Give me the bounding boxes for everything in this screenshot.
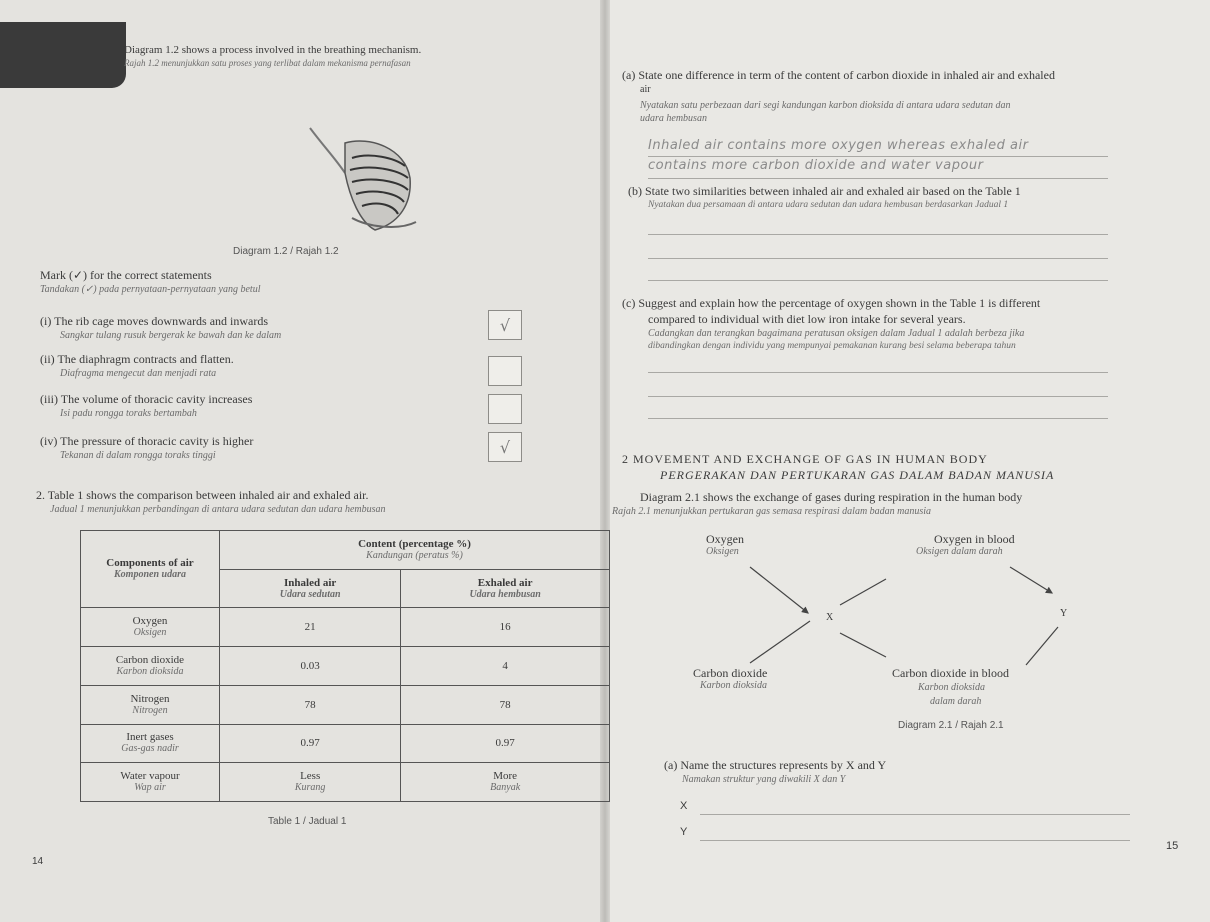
question-c-en-cont: compared to individual with diet low iron intake for several years. <box>648 312 966 326</box>
question-2-ms: Jadual 1 menunjukkan perbandingan di antara udara sedutan dan udara hembusan <box>50 504 386 515</box>
table-row <box>81 763 610 802</box>
answer-line <box>648 156 1108 157</box>
answer-x-label: X <box>680 800 688 812</box>
diagram-2-1-intro-en: Diagram 2.1 shows the exchange of gases during respiration in the human body <box>640 490 1023 504</box>
table-row <box>81 647 610 686</box>
question-c-en: (c) Suggest and explain how the percentage of oxygen shown in the Table 1 is different <box>622 296 1041 310</box>
question-c-ms-cont: dibandingkan dengan individu yang mempunyai pemakanan kurang besi selama beberapa tahun <box>648 341 1016 351</box>
statement-2-checkbox[interactable] <box>488 356 522 386</box>
row-label-en: Oxygen <box>132 615 168 628</box>
exhaled-value: More <box>493 770 518 783</box>
row-label-ms: Oksigen <box>133 627 167 639</box>
exhaled-value: 78 <box>401 685 610 724</box>
statement-4-ms: Tekanan di dalam rongga toraks tinggi <box>60 450 216 461</box>
answer-b-line-2[interactable] <box>648 258 1108 259</box>
header-content <box>220 531 610 570</box>
header-inhaled-en: Inhaled air <box>284 576 337 589</box>
intro-ms: Rajah 1.2 menunjukkan satu proses yang terlibat dalam mekanisma pernafasan <box>124 58 411 68</box>
header-components-en: Components of air <box>106 557 194 570</box>
statement-2-en: (ii) The diaphragm contracts and flatten. <box>40 352 234 366</box>
header-content-ms: Kandungan (peratus %) <box>366 549 463 561</box>
header-components-ms: Komponen udara <box>114 569 186 581</box>
air-comparison-table <box>80 530 610 802</box>
question-a-ms: Nyatakan satu perbezaan dari segi kandungan karbon dioksida di antara udara sedutan dan <box>640 100 1011 111</box>
exhaled-value: 16 <box>401 608 610 647</box>
question-2a-ms: Namakan struktur yang diwakili X dan Y <box>682 774 846 785</box>
statement-4-en: (iv) The pressure of thoracic cavity is higher <box>40 434 254 448</box>
inhaled-value-ms: Kurang <box>294 782 326 794</box>
label-oxygen: Oxygen <box>706 532 744 546</box>
question-b-ms: Nyatakan dua persamaan di antara udara sedutan dan udara hembusan berdasarkan Jadual 1 <box>648 200 1009 210</box>
statement-4-checkbox[interactable]: √ <box>488 432 522 462</box>
question-a-en: (a) State one difference in term of the content of carbon dioxide in inhaled air and exhaled <box>622 68 1055 82</box>
label-carbon-dioxide-in-blood-ms-2: dalam darah <box>930 696 982 707</box>
page-number-right: 15 <box>1166 840 1179 852</box>
exhaled-value-ms: Banyak <box>490 782 521 794</box>
question-c-ms: Cadangkan dan terangkan bagaimana peratusan oksigen dalam Jadual 1 adalah berbeza jika <box>648 328 1025 339</box>
answer-c-line-3[interactable] <box>648 418 1108 419</box>
page-tab <box>0 22 126 88</box>
label-carbon-dioxide: Carbon dioxide <box>693 666 768 680</box>
inhaled-value: Less <box>300 770 321 783</box>
header-exhaled-ms: Udara hembusan <box>469 588 541 600</box>
row-label-en: Water vapour <box>120 770 180 783</box>
ribcage-illustration <box>290 118 440 238</box>
gas-exchange-arrows <box>690 555 1090 685</box>
answer-a-line-1[interactable]: Inhaled air contains more oxygen whereas exhaled air <box>648 138 1029 153</box>
table-1-caption: Table 1 / Jadual 1 <box>268 816 347 827</box>
diagram-2-1-caption: Diagram 2.1 / Rajah 2.1 <box>898 720 1004 731</box>
label-oxygen-ms: Oksigen <box>706 546 739 557</box>
question-2a-en: (a) Name the structures represents by X and Y <box>664 758 887 772</box>
inhaled-value: 78 <box>220 685 401 724</box>
answer-b-line-3[interactable] <box>648 280 1108 281</box>
row-label-en: Carbon dioxide <box>115 653 185 666</box>
header-inhaled <box>220 569 401 608</box>
inhaled-value: 21 <box>220 608 401 647</box>
statement-1-en: (i) The rib cage moves downwards and inwards <box>40 314 269 328</box>
label-oxygen-in-blood-ms: Oksigen dalam darah <box>916 546 1003 557</box>
answer-b-line-1[interactable] <box>648 234 1108 235</box>
mark-instruction-en: Mark (✓) for the correct statements <box>40 268 212 282</box>
answer-a-line-2[interactable]: contains more carbon dioxide and water vapour <box>648 158 984 173</box>
question-b-en: (b) State two similarities between inhaled air and exhaled air based on the Table 1 <box>628 184 1021 198</box>
answer-y-label: Y <box>680 826 688 838</box>
statement-3-checkbox[interactable] <box>488 394 522 424</box>
exhaled-value: 0.97 <box>401 724 610 763</box>
header-inhaled-ms: Udara sedutan <box>279 588 341 600</box>
page-number-left: 14 <box>32 856 44 867</box>
answer-line <box>648 178 1108 179</box>
answer-c-line-1[interactable] <box>648 372 1108 373</box>
label-carbon-dioxide-in-blood: Carbon dioxide in blood <box>892 666 1009 680</box>
exhaled-value: 4 <box>401 647 610 686</box>
question-a-ms-cont: udara hembusan <box>640 113 707 124</box>
header-content-en: Content (percentage %) <box>358 537 471 550</box>
statement-1-ms: Sangkar tulang rusuk bergerak ke bawah dan ke dalam <box>60 330 282 341</box>
label-oxygen-in-blood: Oxygen in blood <box>934 532 1015 546</box>
header-components <box>81 531 220 608</box>
statement-1-checkbox[interactable]: √ <box>488 310 522 340</box>
label-carbon-dioxide-ms: Karbon dioksida <box>700 680 767 691</box>
table-row <box>81 608 610 647</box>
section-2-title: 2 MOVEMENT AND EXCHANGE OF GAS IN HUMAN BODY <box>622 452 988 466</box>
row-label-ms: Wap air <box>134 782 166 794</box>
answer-c-line-2[interactable] <box>648 396 1108 397</box>
table-row <box>81 685 610 724</box>
answer-y-line[interactable] <box>700 840 1130 841</box>
intro-en: Diagram 1.2 shows a process involved in the breathing mechanism. <box>124 44 422 56</box>
question-a-en-cont: air <box>640 84 651 95</box>
diagram-2-1-intro-ms: Rajah 2.1 menunjukkan pertukaran gas semasa respirasi dalam badan manusia <box>612 506 932 517</box>
label-x: X <box>826 612 834 623</box>
label-y: Y <box>1060 608 1068 619</box>
table-row <box>81 724 610 763</box>
row-label-en: Inert gases <box>126 731 174 744</box>
diagram-1-2-caption: Diagram 1.2 / Rajah 1.2 <box>233 246 339 257</box>
section-2-title-ms: PERGERAKAN DAN PERTUKARAN GAS DALAM BADAN MANUSIA <box>660 468 1055 482</box>
mark-instruction-ms: Tandakan (✓) pada pernyataan-pernyataan yang betul <box>40 284 261 295</box>
question-2-en: 2. Table 1 shows the comparison between inhaled air and exhaled air. <box>36 488 369 502</box>
statement-3-en: (iii) The volume of thoracic cavity increases <box>40 392 253 406</box>
header-exhaled-en: Exhaled air <box>477 576 533 589</box>
label-carbon-dioxide-in-blood-ms: Karbon dioksida <box>918 682 985 693</box>
row-label-ms: Karbon dioksida <box>116 665 184 677</box>
statement-2-ms: Diafragma mengecut dan menjadi rata <box>60 368 217 379</box>
row-label-ms: Gas-gas nadir <box>121 743 179 755</box>
row-label-en: Nitrogen <box>130 692 170 705</box>
inhaled-value: 0.97 <box>220 724 401 763</box>
header-exhaled <box>401 569 610 608</box>
inhaled-value: 0.03 <box>220 647 401 686</box>
row-label-ms: Nitrogen <box>132 704 168 716</box>
answer-x-line[interactable] <box>700 814 1130 815</box>
statement-3-ms: Isi padu rongga toraks bertambah <box>60 408 197 419</box>
